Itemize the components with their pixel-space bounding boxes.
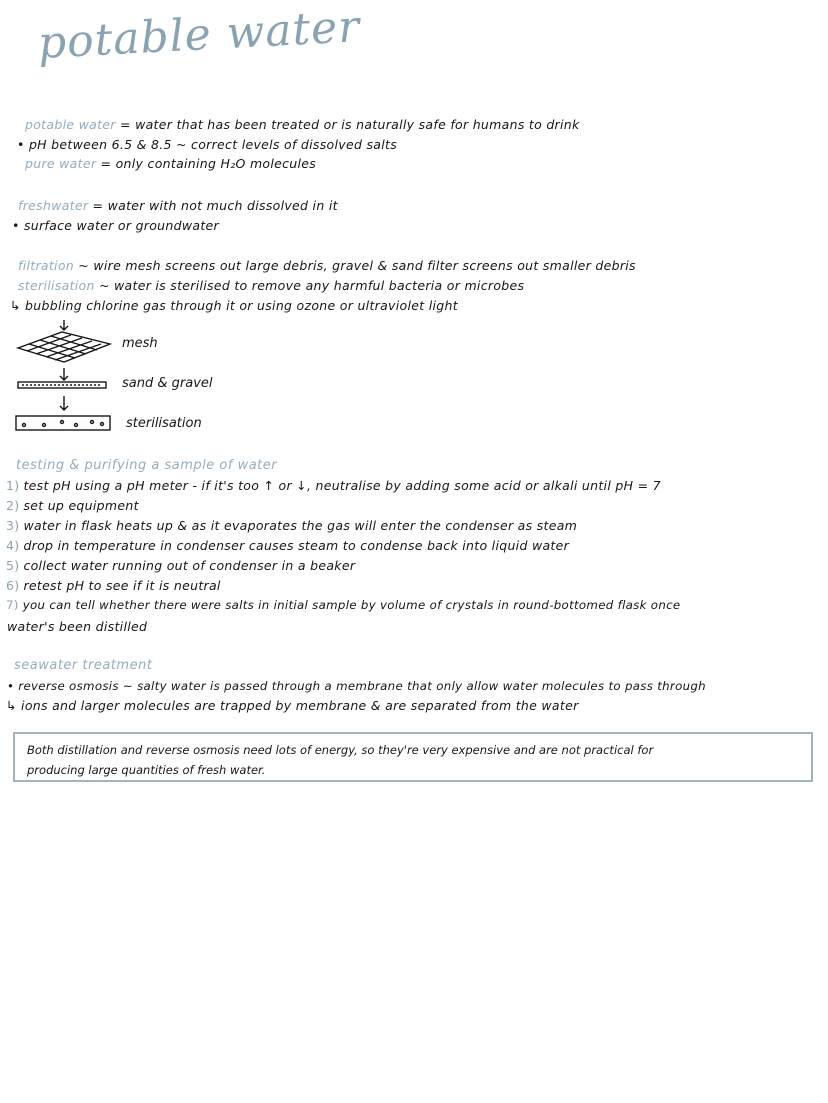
definition-potable: potable water = water that has been treated or is naturally safe for humans to drink xyxy=(25,117,580,132)
label-sand-gravel: sand & gravel xyxy=(122,376,213,391)
step-3: 3) water in flask heats up & as it evaporates the gas will enter the condenser as steam xyxy=(6,518,578,533)
filtration-diagram xyxy=(14,318,254,438)
section-heading-testing: testing & purifying a sample of water xyxy=(16,458,278,473)
step-1: 1) test pH using a pH meter - if it's too ↑ or ↓, neutralise by adding some acid or alkali until pH = 7 xyxy=(6,478,661,493)
ph-note: • pH between 6.5 & 8.5 ~ correct levels of dissolved salts xyxy=(17,137,398,152)
fresh-note: • surface water or groundwater xyxy=(12,218,219,233)
summary-note-box xyxy=(13,732,813,782)
reverse-osmosis-note: ↳ ions and larger molecules are trapped by membrane & are separated from the water xyxy=(6,698,579,713)
step-2: 2) set up equipment xyxy=(6,498,139,513)
definition-sterilisation: sterilisation ~ water is sterilised to remove any harmful bacteria or microbes xyxy=(18,278,525,293)
step-7: 7) you can tell whether there were salts in initial sample by volume of crystals in round-bottomed flask once xyxy=(6,598,681,612)
note-line-1: Both distillation and reverse osmosis need lots of energy, so they're very expensive and are not practical for xyxy=(27,743,654,757)
note-line-2: producing large quantities of fresh water. xyxy=(27,763,266,777)
section-heading-seawater: seawater treatment xyxy=(14,658,153,673)
page-title: potable water xyxy=(36,1,362,69)
step-6: 6) retest pH to see if it is neutral xyxy=(6,578,221,593)
definition-fresh: freshwater = water with not much dissolved in it xyxy=(18,198,338,213)
reverse-osmosis-line: • reverse osmosis ~ salty water is passed through a membrane that only allow water molecules to pass through xyxy=(7,679,706,693)
sterilisation-note: ↳ bubbling chlorine gas through it or using ozone or ultraviolet light xyxy=(10,298,458,313)
step-7-continued: water's been distilled xyxy=(7,619,148,634)
step-4: 4) drop in temperature in condenser causes steam to condense back into liquid water xyxy=(6,538,570,553)
label-sterilisation: sterilisation xyxy=(126,416,202,431)
label-mesh: mesh xyxy=(122,336,158,351)
step-5: 5) collect water running out of condenser in a beaker xyxy=(6,558,356,573)
definition-pure: pure water = only containing H₂O molecules xyxy=(25,156,317,171)
term: potable water xyxy=(25,117,116,132)
definition-filtration: filtration ~ wire mesh screens out large debris, gravel & sand filter screens out smaller debris xyxy=(18,258,636,273)
